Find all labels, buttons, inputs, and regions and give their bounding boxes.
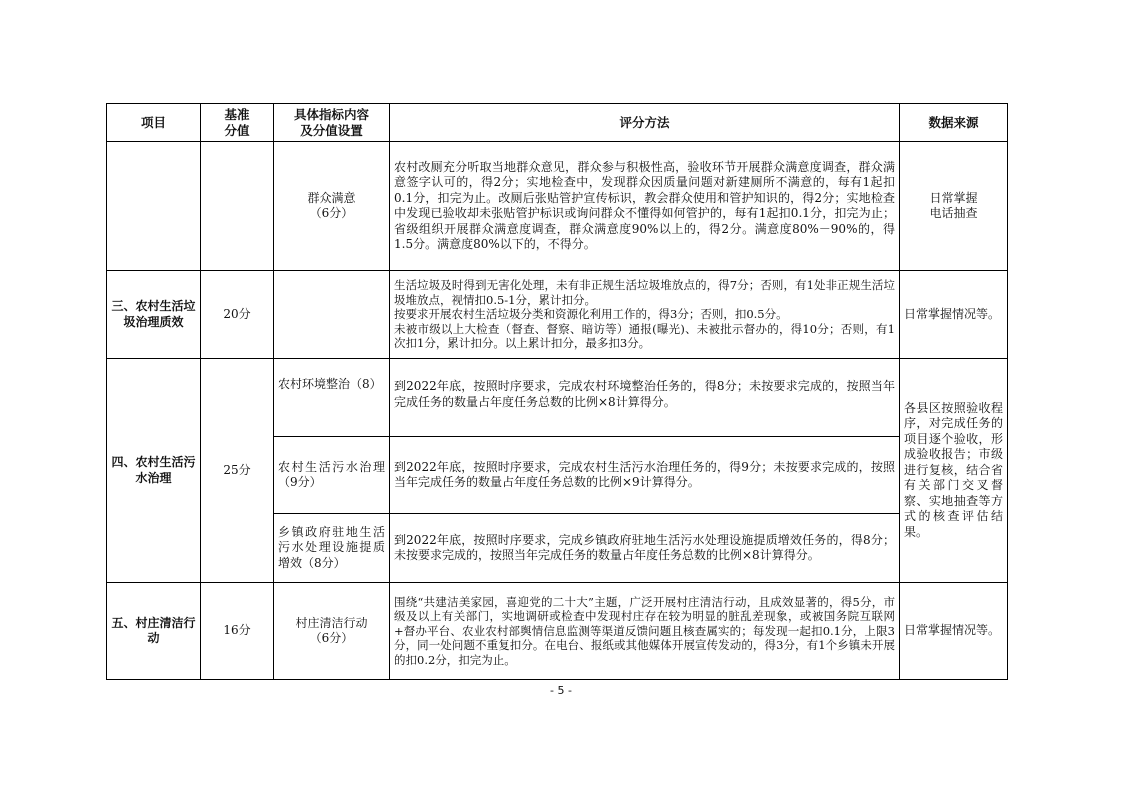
source-cell: 日常掌握 电话抽查 (900, 142, 1008, 271)
table-row (107, 142, 1008, 271)
score-cell (201, 142, 274, 271)
item-cell: 五、村庄清洁行动 (107, 583, 201, 680)
evaluation-table (106, 103, 1008, 680)
header-method: 评分方法 (390, 104, 900, 142)
item-cell: 四、农村生活污水治理 (107, 359, 201, 583)
header-source: 数据来源 (900, 104, 1008, 142)
source-cell: 日常掌握情况等。 (900, 271, 1008, 359)
source-cell: 日常掌握情况等。 (900, 583, 1008, 680)
item-cell: 三、农村生活垃圾治理质效 (107, 271, 201, 359)
table-row (107, 271, 1008, 359)
table-header-row (107, 104, 1008, 142)
indicator-cell: 农村环境整治（8） (274, 359, 390, 437)
item-cell (107, 142, 201, 271)
method-cell: 到2022年底，按照时序要求，完成农村环境整治任务的，得8分；未按要求完成的，按照当年完成任务的数量占年度任务总数的比例×8计算得分。 (390, 359, 900, 437)
method-cell: 到2022年底，按照时序要求，完成乡镇政府驻地生活污水处理设施提质增效任务的，得8分；未按要求完成的，按照当年完成任务的数量占年度任务总数的比例×8计算得分。 (390, 514, 900, 583)
method-cell: 围绕“共建洁美家园，喜迎党的二十大”主题，广泛开展村庄清洁行动，且成效显著的，得5分，市级及以上有关部门，实地调研或检查中发现村庄存在较为明显的脏乱差现象，或被国务院互联网+督办平台、农业农村部舆情信息监测等渠道反馈问题且核查属实的；每发现一起扣0.1分，上限3分，同一处问题不重复扣分。在电台、报纸或其他媒体开展宣传发动的，得3分，有1个乡镇未开展的扣0.2分，扣完为止。 (390, 583, 900, 680)
indicator-cell: 乡镇政府驻地生活污水处理设施提质增效（8分） (274, 514, 390, 583)
indicator-cell (274, 271, 390, 359)
header-score: 基准 分值 (201, 104, 274, 142)
header-indicator: 具体指标内容 及分值设置 (274, 104, 390, 142)
indicator-cell: 村庄清洁行动 （6分） (274, 583, 390, 680)
score-cell: 20分 (201, 271, 274, 359)
page-number: - 5 - (550, 684, 572, 697)
method-cell: 生活垃圾及时得到无害化处理，未有非正规生活垃圾堆放点的，得7分；否则，有1处非正规生活垃圾堆放点，视情扣0.5-1分，累计扣分。 按要求开展农村生活垃圾分类和资源化利用工作的，得3分；否则，扣0.5分。 未被市级以上大检查（督查、督察、暗访等）通报(曝光)、未被批示督办的，得10分；否则，有1次扣1分，累计扣分。以上累计扣分，最多扣3分。 (390, 271, 900, 359)
header-item: 项目 (107, 104, 201, 142)
source-cell: 各县区按照验收程序，对完成任务的项目逐个验收，形成验收报告；市级进行复核，结合省有关部门交叉督察、实地抽查等方式的核查评估结果。 (900, 359, 1008, 583)
table-row (107, 583, 1008, 680)
score-cell: 16分 (201, 583, 274, 680)
indicator-cell: 群众满意 （6分） (274, 142, 390, 271)
indicator-cell: 农村生活污水治理（9分） (274, 437, 390, 514)
score-cell: 25分 (201, 359, 274, 583)
method-cell: 到2022年底，按照时序要求，完成农村生活污水治理任务的，得9分；未按要求完成的，按照当年完成任务的数量占年度任务总数的比例×9计算得分。 (390, 437, 900, 514)
method-cell: 农村改厕充分听取当地群众意见，群众参与积极性高，验收环节开展群众满意度调查，群众满意签字认可的，得2分；实地检查中，发现群众因质量问题对新建厕所不满意的，每有1起扣0.1分，扣完为止。改厕后张贴管护宣传标识，教会群众使用和管护知识的，得2分；实地检查中发现已验收却未张贴管护标识或询问群众不懂得如何管护的，每有1起扣0.1分，扣完为止；省级组织开展群众满意度调查，群众满意度90%以上的，得2分。满意度80%－90%的，得1.5分。满意度80%以下的，不得分。 (390, 142, 900, 271)
table-row (107, 359, 1008, 437)
